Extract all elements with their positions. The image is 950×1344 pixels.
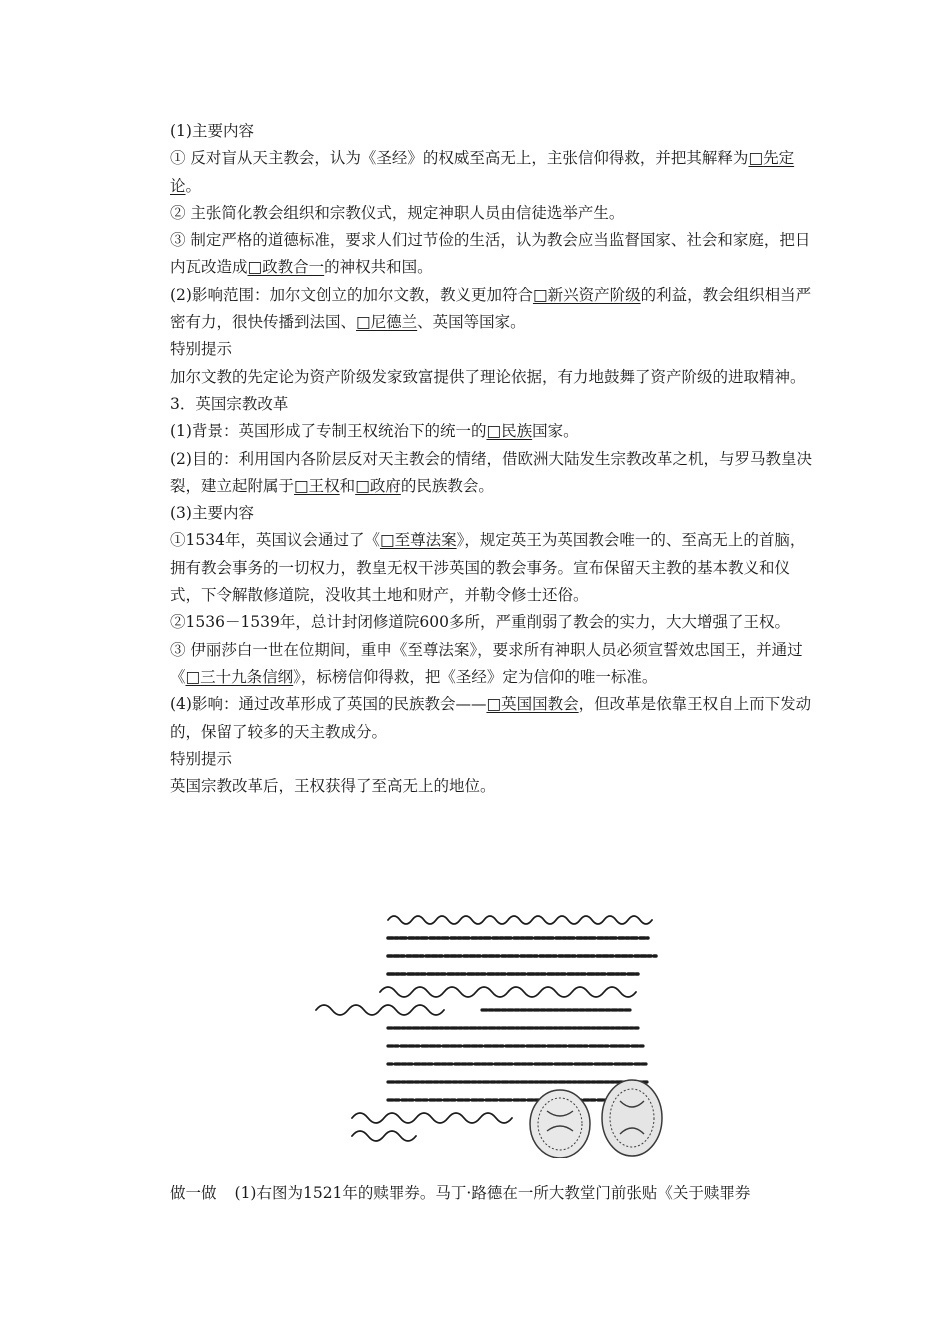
special-note-heading-2: 特别提示 — [170, 749, 233, 768]
activity-text: (1)右图为1521年的赎罪券。马丁·路德在一所大教堂门前张贴《关于赎罪券 — [234, 1184, 751, 1202]
paragraph-calvin-influence: (2)影响范围：加尔文创立的加尔文教，教义更加符合□新兴资产阶级的利益，教会组织相当严密有力，很快传播到法国、□尼德兰、英国等国家。 — [170, 285, 812, 332]
document-body — [170, 118, 820, 800]
section-heading-england: 3．英国宗教改革 — [170, 394, 289, 413]
special-note-heading: 特别提示 — [170, 340, 233, 359]
indulgence-document-image — [292, 896, 687, 1158]
fill-blank: □先定论 — [170, 149, 795, 195]
heading-main-content-england: (3)主要内容 — [170, 504, 254, 523]
paragraph-calvin-3: ③ 制定严格的道德标准，要求人们过节俭的生活，认为教会应当监督国家、社会和家庭，把日内瓦改造成□政教合一的神权共和国。 — [170, 231, 811, 277]
paragraph-purpose: (2)目的：利用国内各阶层反对天主教会的情绪，借欧洲大陆发生宗教改革之机，与罗马教皇决裂，建立起附属于□王权和□政府的民族教会。 — [170, 449, 812, 495]
activity-label: 做一做 — [170, 1184, 217, 1202]
special-note-text-2: 英国宗教改革后，王权获得了至高无上的地位。 — [170, 777, 496, 796]
paragraph-england-3: ③ 伊丽莎白一世在位期间，重申《至尊法案》，要求所有神职人员必须宣誓效忠国王，并通过《□三十九条信纲》，标榜信仰得救，把《圣经》定为信仰的唯一标准。 — [170, 640, 803, 686]
paragraph-england-influence: (4)影响：通过改革形成了英国的民族教会——□英国国教会，但改革是依靠王权自上而下发动的，保留了较多的天主教成分。 — [170, 695, 812, 741]
fill-blank: □王权 — [294, 476, 340, 495]
fill-blank: □英国国教会 — [486, 695, 579, 714]
heading-main-content: (1)主要内容 — [170, 122, 254, 140]
fill-blank: □民族 — [486, 422, 533, 441]
fill-blank: □至尊法案 — [379, 531, 457, 550]
paragraph-calvin-2: ② 主张简化教会组织和宗教仪式，规定神职人员由信徒选举产生。 — [170, 203, 625, 222]
fill-blank: □政府 — [355, 476, 401, 495]
activity-caption — [170, 1180, 830, 1207]
special-note-text: 加尔文教的先定论为资产阶级发家致富提供了理论依据，有力地鼓舞了资产阶级的进取精神。 — [170, 367, 806, 386]
seal-right — [602, 1080, 662, 1156]
fill-blank: □新兴资产阶级 — [532, 285, 641, 304]
fill-blank: □政教合一 — [247, 258, 325, 277]
paragraph-england-1: ①1534年，英国议会通过了《□至尊法案》，规定英王为英国教会唯一的、至高无上的首脑，拥有教会事务的一切权力，教皇无权干涉英国的教会事务。宣布保留天主教的基本教义和仪式，下令解散修道院，没收其土地和财产，并勒令修士还俗。 — [170, 531, 806, 605]
paragraph-england-2: ②1536－1539年，总计封闭修道院600多所，严重削弱了教会的实力，大大增强了王权。 — [170, 613, 790, 632]
paragraph-calvin-1: ① 反对盲从天主教会，认为《圣经》的权威至高无上，主张信仰得救，并把其解释为□先定论。 — [170, 149, 795, 195]
seal-left — [530, 1090, 590, 1158]
paragraph-background: (1)背景：英国形成了专制王权统治下的统一的□民族国家。 — [170, 422, 579, 441]
fill-blank: □三十九条信纲 — [185, 667, 294, 686]
fill-blank: □尼德兰 — [356, 313, 418, 332]
